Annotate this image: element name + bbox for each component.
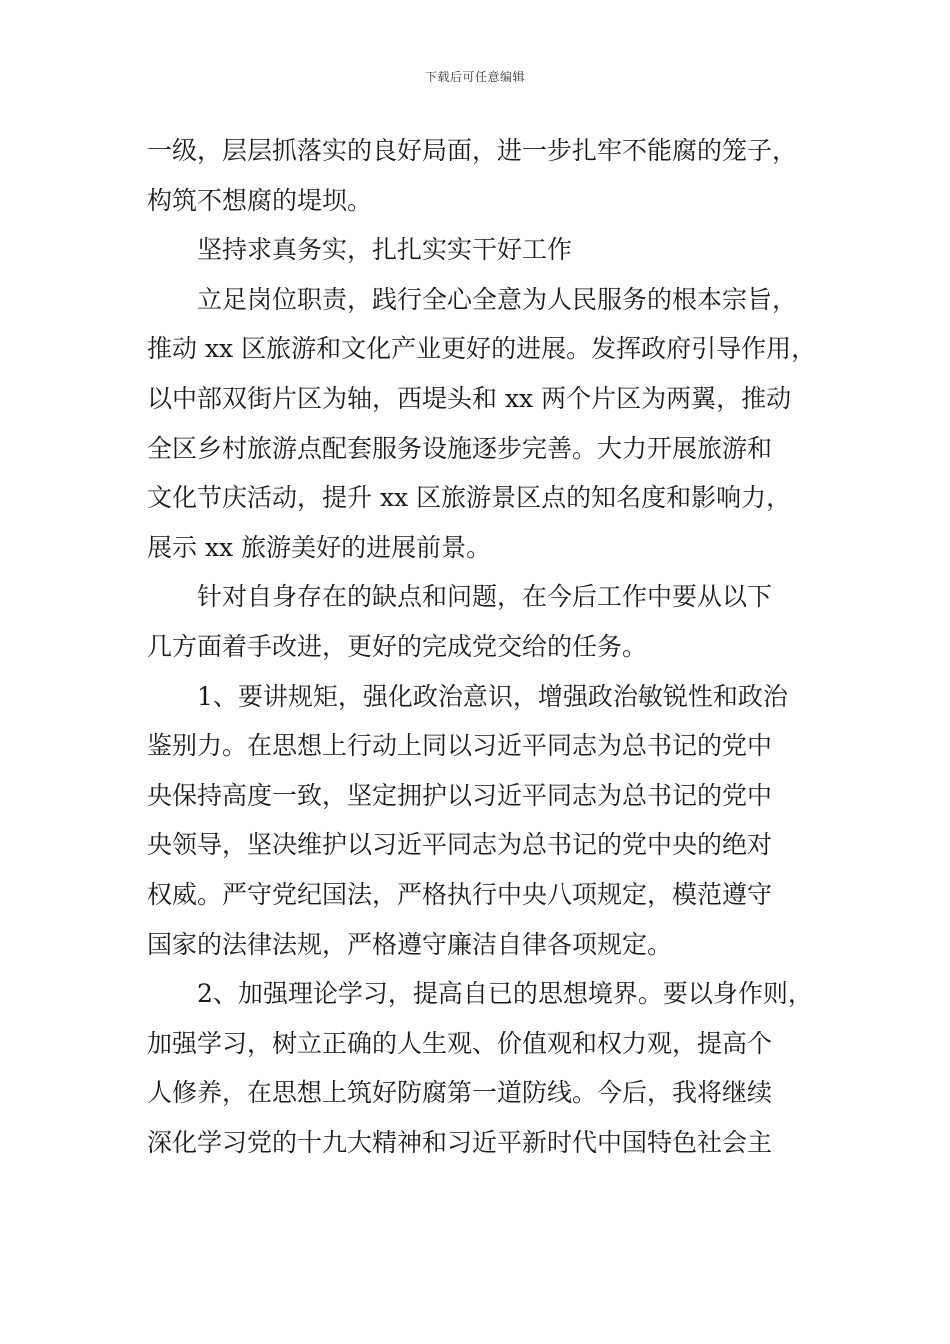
text-line: 国家的法律法规，严格遵守廉洁自律各项规定。 <box>147 929 673 959</box>
text-line: 深化学习党的十九大精神和习近平新时代中国特色社会主 <box>147 1127 773 1157</box>
document-body <box>147 126 827 1167</box>
text-line: 加强学习，树立正确的人生观、价值观和权力观，提高个 <box>147 1028 773 1058</box>
page-header: 下载后可任意编辑 <box>424 70 525 84</box>
text-line: 一级，层层抓落实的良好局面，进一步扎牢不能腐的笼子， <box>147 136 798 165</box>
text-line: 立足岗位职责，践行全心全意为人民服务的根本宗旨， <box>197 284 798 314</box>
section-heading: 坚持求真务实，扎扎实实干好工作 <box>197 235 573 265</box>
list-item: 1、要讲规矩，强化政治意识，增强政治敏锐性和政治 <box>197 681 788 711</box>
text-line: 鉴别力。在思想上行动上同以习近平同志为总书记的党中 <box>147 731 773 761</box>
text-line: 全区乡村旅游点配套服务设施逐步完善。大力开展旅游和 <box>147 433 773 463</box>
text-line: 权威。严守党纪国法，严格执行中央八项规定，模范遵守 <box>147 879 773 909</box>
text-line: 人修养，在思想上筑好防腐第一道防线。今后，我将继续 <box>147 1078 773 1108</box>
text-line: 央领导，坚决维护以习近平同志为总书记的党中央的绝对 <box>147 830 773 860</box>
text-line: 以中部双街片区为轴，西堤头和 xx 两个片区为两翼，推动 <box>147 383 792 413</box>
text-line: 构筑不想腐的堤坝。 <box>147 185 373 215</box>
text-line: 推动 xx 区旅游和文化产业更好的进展。发挥政府引导作用， <box>147 334 817 364</box>
text-line: 展示 xx 旅游美好的进展前景。 <box>147 532 492 562</box>
text-line: 央保持高度一致，坚定拥护以习近平同志为总书记的党中 <box>147 780 773 810</box>
list-item: 2、加强理论学习，提高自已的思想境界。要以身作则， <box>197 979 813 1009</box>
text-line: 文化节庆活动，提升 xx 区旅游景区点的知名度和影响力， <box>147 483 792 513</box>
text-line: 几方面着手改进，更好的完成党交给的任务。 <box>147 631 648 661</box>
text-line: 针对自身存在的缺点和问题，在今后工作中要从以下 <box>197 582 773 612</box>
